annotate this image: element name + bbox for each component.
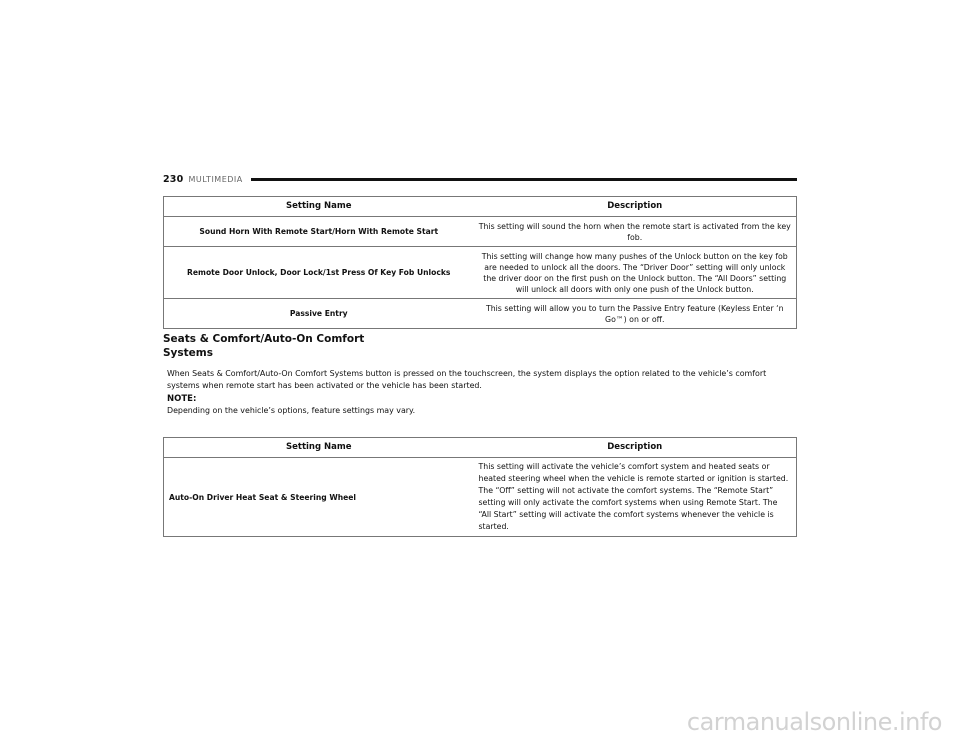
setting-name-cell: Auto-On Driver Heat Seat & Steering Wheel — [164, 458, 474, 537]
table-row — [164, 247, 797, 299]
column-header-setting-name: Setting Name — [164, 438, 474, 458]
table-row — [164, 458, 797, 537]
column-header-description: Description — [474, 197, 797, 217]
setting-name-cell: Passive Entry — [164, 299, 474, 329]
header-rule — [251, 178, 797, 181]
setting-name-cell: Remote Door Unlock, Door Lock/1st Press Of Key Fob Unlocks — [164, 247, 474, 299]
note-text: Depending on the vehicle’s options, feature settings may vary. — [167, 406, 416, 415]
section-paragraph: When Seats & Comfort/Auto-On Comfort Systems button is pressed on the touchscreen, the system displays the option related to the vehicle’s comfort systems when remote start has been activated or the vehicle has been started. — [167, 369, 767, 390]
setting-description-cell: This setting will activate the vehicle’s comfort system and heated seats or heated steering wheel when the vehicle is remote started or ignition is started. The “Off” setting will not activate the comfort systems. The “Remote Start” setting will only activate the comfort systems when using Remote Start. The “All Start” setting will activate the comfort systems whenever the vehicle is started. — [474, 458, 797, 537]
table-header-row — [164, 438, 797, 458]
settings-table-comfort — [163, 437, 797, 537]
column-header-setting-name: Setting Name — [164, 197, 474, 217]
table-row — [164, 299, 797, 329]
table-row — [164, 217, 797, 247]
setting-name-cell: Sound Horn With Remote Start/Horn With Remote Start — [164, 217, 474, 247]
watermark: carmanualsonline.info — [686, 708, 942, 736]
setting-description-cell: This setting will sound the horn when the remote start is activated from the key fob. — [474, 217, 797, 247]
table-header-row — [164, 197, 797, 217]
section-name: MULTIMEDIA — [188, 174, 243, 184]
section-heading: Seats & Comfort/Auto-On Comfort Systems — [163, 333, 365, 359]
note-label: NOTE: — [167, 394, 197, 404]
column-header-description: Description — [474, 438, 797, 458]
settings-table-remote-start — [163, 196, 797, 329]
page-header — [163, 172, 797, 186]
setting-description-cell: This setting will allow you to turn the Passive Entry feature (Keyless Enter ‘n Go™) on or off. — [474, 299, 797, 329]
setting-description-cell: This setting will change how many pushes of the Unlock button on the key fob are needed to unlock all the doors. The “Driver Door” setting will only unlock the driver door on the first push on the Unlock button. The “All Doors” setting will unlock all doors with only one push of the Unlock button. — [474, 247, 797, 299]
page-number: 230 — [163, 173, 184, 185]
